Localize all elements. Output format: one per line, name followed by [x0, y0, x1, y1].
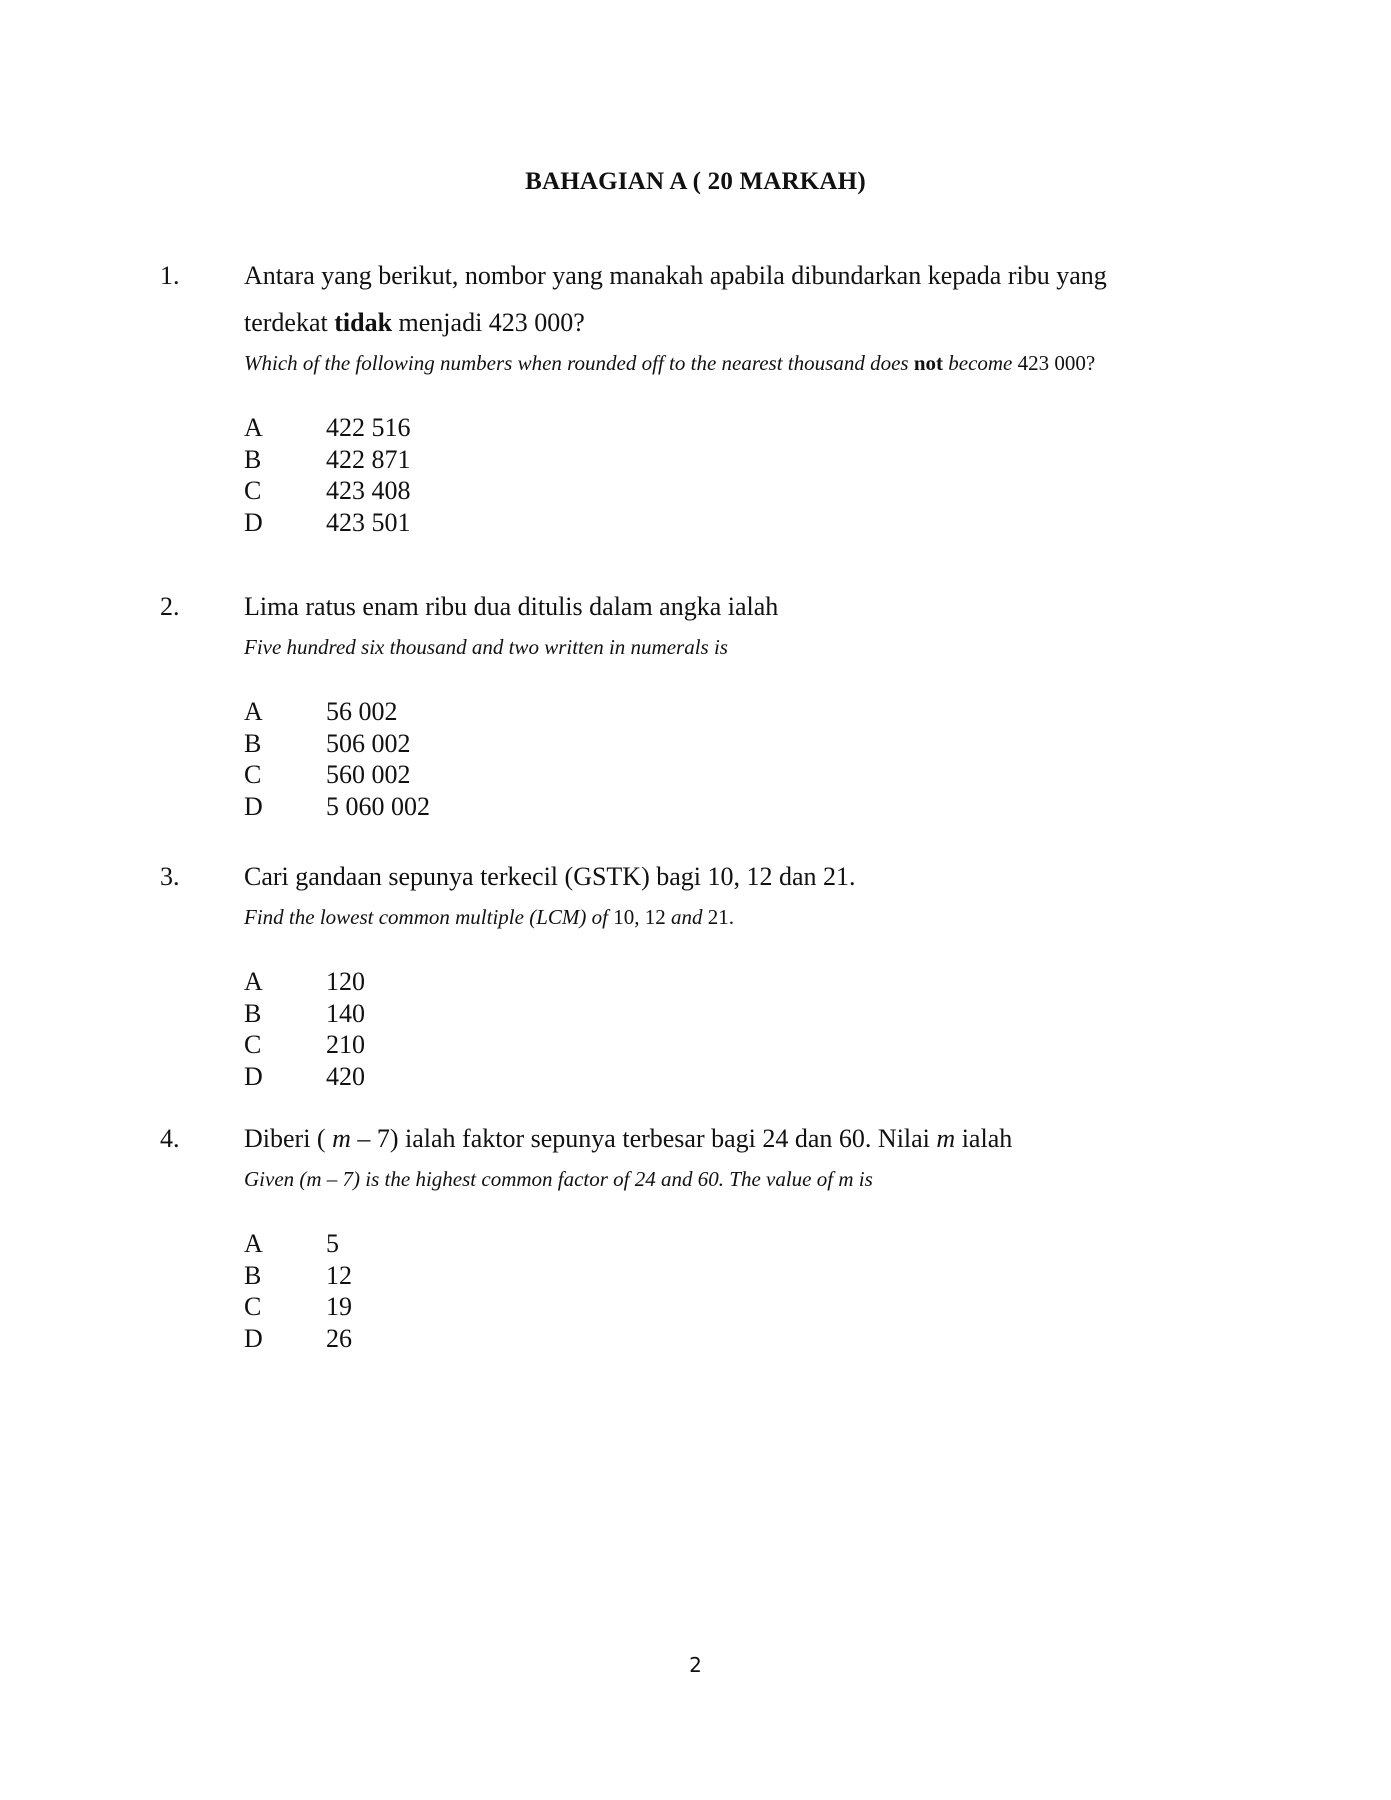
text-run: – 7) ialah faktor sepunya terbesar bagi 24 dan 60. Nilai	[350, 1124, 937, 1153]
text-run: 423 000?	[1017, 351, 1096, 375]
question-number: 3.	[160, 862, 180, 891]
option-letter: B	[244, 1260, 262, 1290]
option-value: 506 002	[326, 728, 411, 758]
option-a[interactable]	[244, 966, 1244, 998]
option-value: 423 408	[326, 476, 411, 505]
variable-text: m	[936, 1124, 956, 1153]
option-value: 19	[326, 1292, 352, 1321]
option-d[interactable]	[244, 507, 1244, 539]
answer-options	[244, 412, 1244, 538]
option-letter: D	[244, 1323, 263, 1353]
option-letter: C	[244, 1030, 262, 1059]
option-d[interactable]	[244, 1061, 1244, 1093]
text-run: Find the lowest common multiple (LCM) of	[244, 905, 614, 929]
answer-options	[244, 1228, 1244, 1354]
option-letter: B	[244, 998, 262, 1028]
option-letter: B	[244, 728, 262, 758]
question-text-english: Given (m – 7) is the highest common factor of 24 and 60. The value of m is	[244, 1167, 873, 1191]
question-text-malay: Cari gandaan sepunya terkecil (GSTK) bagi 10, 12 dan 21.	[244, 862, 856, 891]
text-run: menjadi 423 000?	[392, 308, 585, 337]
question-text-malay	[244, 252, 1244, 346]
page-number: 2	[689, 1653, 702, 1677]
option-b[interactable]	[244, 1260, 1244, 1292]
answer-options	[244, 966, 1244, 1092]
option-c[interactable]	[244, 1029, 1244, 1061]
emphasis-text: not	[913, 351, 943, 375]
text-run: Which of the following numbers when rounded off to the nearest thousand does	[244, 351, 914, 375]
option-value: 420	[326, 1061, 365, 1091]
option-c[interactable]	[244, 759, 1244, 791]
option-value: 560 002	[326, 760, 411, 789]
option-value: 12	[326, 1260, 352, 1290]
question-text-malay: Lima ratus enam ribu dua ditulis dalam angka ialah	[244, 592, 779, 621]
question-text-malay	[244, 1115, 1244, 1162]
option-letter: D	[244, 1061, 263, 1091]
option-d[interactable]	[244, 791, 1244, 823]
question-body	[244, 583, 1244, 822]
option-c[interactable]	[244, 1291, 1244, 1323]
text-run: ialah	[955, 1124, 1013, 1153]
option-letter: A	[244, 967, 263, 996]
question-number: 4.	[160, 1124, 180, 1153]
answer-options	[244, 696, 1244, 822]
question-text-line	[244, 299, 1244, 346]
option-a[interactable]	[244, 412, 1244, 444]
text-run: terdekat	[244, 308, 335, 337]
option-value: 140	[326, 998, 365, 1028]
option-value: 56 002	[326, 697, 398, 726]
text-run: 21.	[707, 905, 734, 929]
option-letter: A	[244, 1229, 263, 1258]
question-number: 1.	[160, 261, 180, 290]
option-value: 423 501	[326, 507, 411, 537]
option-b[interactable]	[244, 998, 1244, 1030]
option-letter: C	[244, 760, 262, 789]
question-body	[244, 853, 1244, 1092]
option-value: 5	[326, 1229, 339, 1258]
option-letter: A	[244, 413, 263, 442]
option-value: 422 871	[326, 444, 411, 474]
option-a[interactable]	[244, 1228, 1244, 1260]
emphasis-text: tidak	[334, 308, 393, 337]
question-text-english	[244, 902, 1244, 932]
option-b[interactable]	[244, 444, 1244, 476]
option-letter: A	[244, 697, 263, 726]
variable-text: m	[332, 1124, 351, 1153]
text-run: become	[943, 351, 1018, 375]
option-value: 210	[326, 1030, 365, 1059]
question-text-english: Five hundred six thousand and two written in numerals is	[244, 635, 728, 659]
option-value: 5 060 002	[326, 791, 430, 821]
text-run: 10, 12	[613, 905, 666, 929]
option-value: 422 516	[326, 413, 411, 442]
question-body	[244, 252, 1244, 538]
text-run: and	[665, 905, 708, 929]
option-letter: C	[244, 476, 262, 505]
option-b[interactable]	[244, 728, 1244, 760]
option-letter: B	[244, 444, 262, 474]
option-d[interactable]	[244, 1323, 1244, 1355]
question-text-english	[244, 348, 1244, 378]
option-letter: D	[244, 791, 263, 821]
option-letter: D	[244, 507, 263, 537]
question-number: 2.	[160, 592, 180, 621]
option-value: 26	[326, 1323, 352, 1353]
question-body	[244, 1115, 1244, 1354]
section-title: BAHAGIAN A ( 20 MARKAH)	[525, 168, 866, 195]
question-text-line: Antara yang berikut, nombor yang manakah apabila dibundarkan kepada ribu yang	[244, 261, 1107, 290]
option-value: 120	[326, 967, 365, 996]
option-a[interactable]	[244, 696, 1244, 728]
option-c[interactable]	[244, 475, 1244, 507]
option-letter: C	[244, 1292, 262, 1321]
text-run: Diberi (	[244, 1124, 333, 1153]
